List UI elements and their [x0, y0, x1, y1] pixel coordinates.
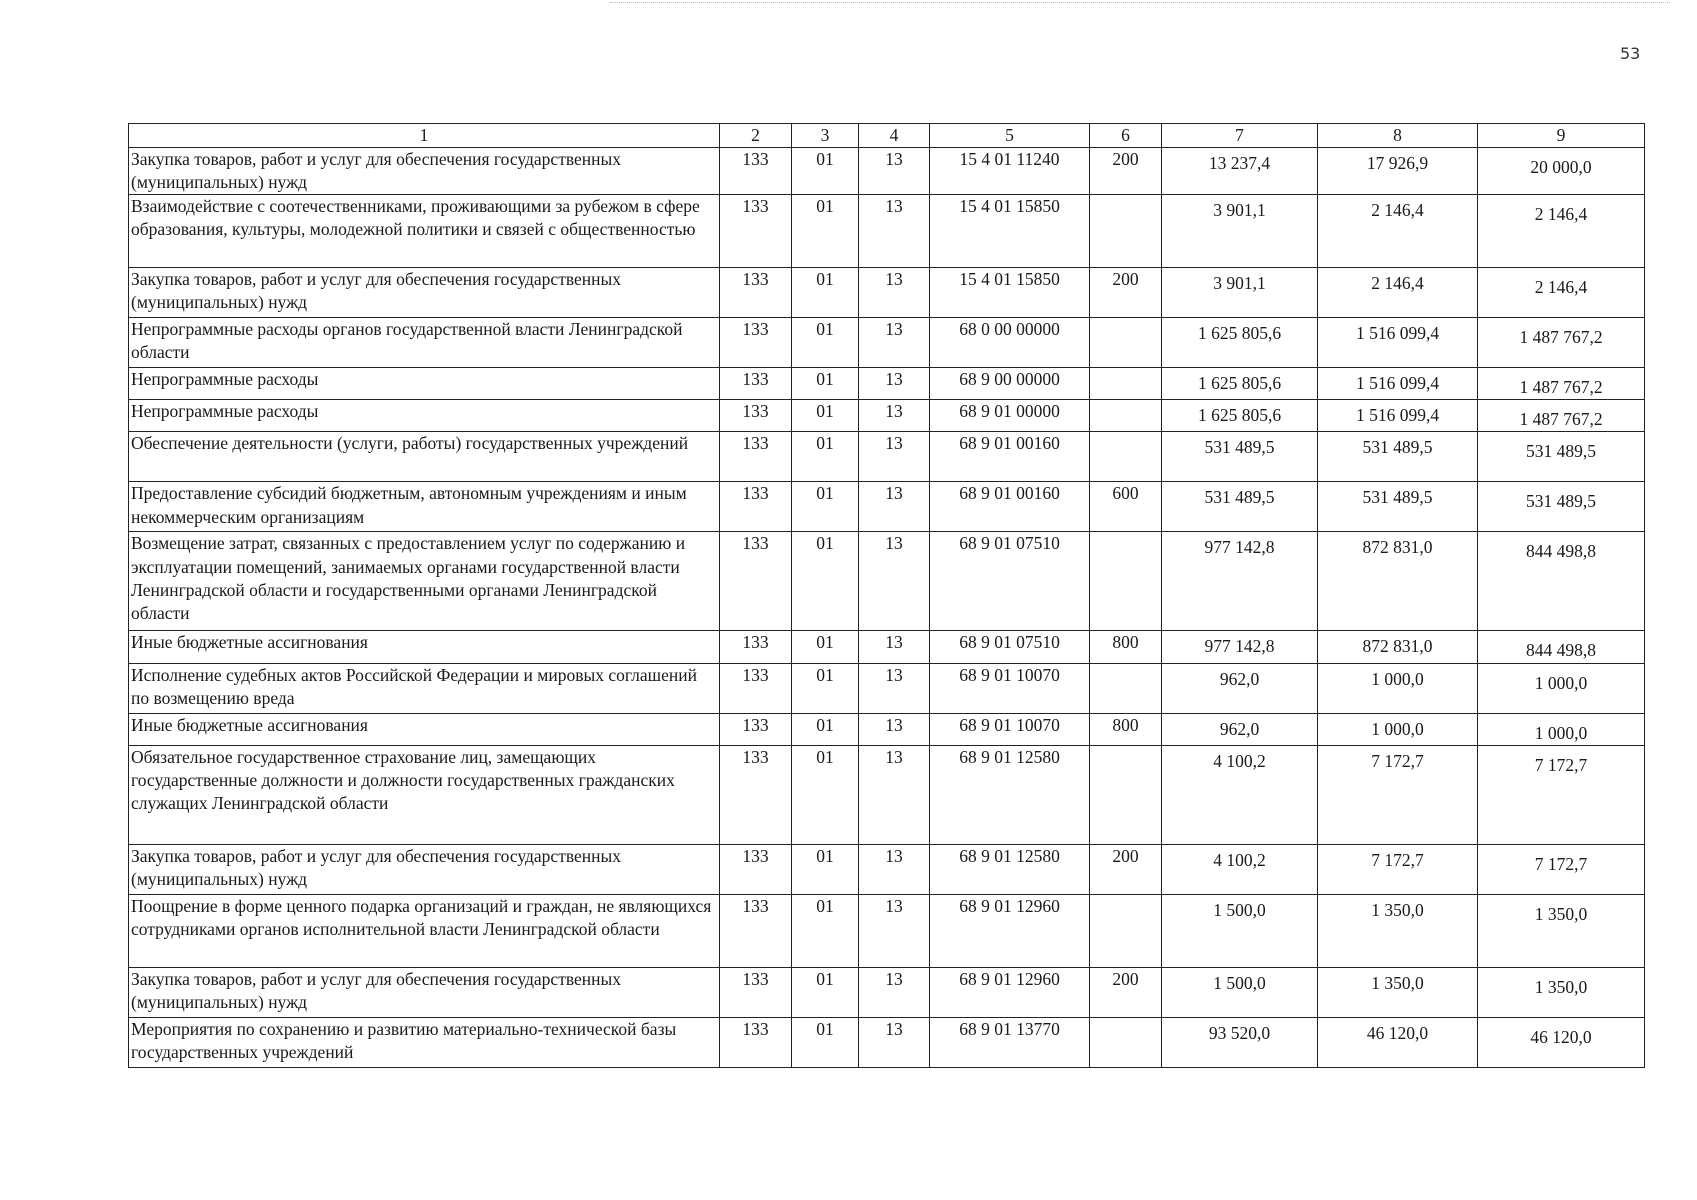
cell-col-4: 13: [859, 894, 930, 967]
cell-col-7: 1 500,0: [1162, 967, 1318, 1017]
cell-col-6: 200: [1090, 148, 1162, 195]
cell-expense-name: Закупка товаров, работ и услуг для обеспечения государственных (муниципальных) нужд: [129, 148, 720, 195]
cell-col-3: 01: [792, 532, 859, 631]
cell-col-5: 68 9 01 12960: [930, 967, 1090, 1017]
table-row: [129, 195, 1645, 268]
cell-expense-name: Взаимодействие с соотечественниками, проживающими за рубежом в сфере образования, культуры, молодежной политики и связей с общественностью: [129, 195, 720, 268]
cell-col-9: 1 000,0: [1478, 713, 1645, 745]
cell-col-5: 68 0 00 00000: [930, 318, 1090, 368]
cell-col-9: 1 487 767,2: [1478, 400, 1645, 432]
cell-col-2: 133: [720, 844, 792, 894]
cell-col-6: 200: [1090, 967, 1162, 1017]
cell-col-7: 1 625 805,6: [1162, 318, 1318, 368]
cell-col-9: 20 000,0: [1478, 148, 1645, 195]
cell-expense-name: Предоставление субсидий бюджетным, автономным учреждениям и иным некоммерческим организациям: [129, 482, 720, 532]
cell-col-3: 01: [792, 482, 859, 532]
cell-col-5: 15 4 01 15850: [930, 268, 1090, 318]
scan-top-edge: [610, 2, 1670, 3]
column-header: 9: [1478, 124, 1645, 148]
cell-col-8: 1 350,0: [1318, 967, 1478, 1017]
table-row: [129, 432, 1645, 482]
cell-col-4: 13: [859, 318, 930, 368]
cell-col-5: 68 9 01 12580: [930, 745, 1090, 844]
cell-col-7: 962,0: [1162, 663, 1318, 713]
cell-col-6: [1090, 894, 1162, 967]
cell-col-2: 133: [720, 1017, 792, 1067]
table-row: [129, 745, 1645, 844]
cell-col-9: 46 120,0: [1478, 1017, 1645, 1067]
cell-col-2: 133: [720, 482, 792, 532]
column-header: 8: [1318, 124, 1478, 148]
cell-col-8: 872 831,0: [1318, 631, 1478, 663]
cell-col-6: [1090, 368, 1162, 400]
cell-col-8: 46 120,0: [1318, 1017, 1478, 1067]
cell-col-5: 68 9 01 13770: [930, 1017, 1090, 1067]
cell-col-4: 13: [859, 368, 930, 400]
cell-col-9: 531 489,5: [1478, 482, 1645, 532]
cell-col-2: 133: [720, 268, 792, 318]
cell-col-2: 133: [720, 400, 792, 432]
cell-col-4: 13: [859, 967, 930, 1017]
cell-expense-name: Мероприятия по сохранению и развитию материально-технической базы государственных учреждений: [129, 1017, 720, 1067]
cell-col-9: 1 487 767,2: [1478, 318, 1645, 368]
cell-col-4: 13: [859, 482, 930, 532]
cell-col-9: 844 498,8: [1478, 532, 1645, 631]
cell-col-3: 01: [792, 368, 859, 400]
cell-expense-name: Иные бюджетные ассигнования: [129, 713, 720, 745]
cell-col-9: 2 146,4: [1478, 268, 1645, 318]
cell-col-9: 1 000,0: [1478, 663, 1645, 713]
cell-col-8: 1 350,0: [1318, 894, 1478, 967]
cell-col-5: 15 4 01 11240: [930, 148, 1090, 195]
cell-col-7: 977 142,8: [1162, 631, 1318, 663]
cell-col-6: 800: [1090, 631, 1162, 663]
cell-col-4: 13: [859, 268, 930, 318]
cell-col-4: 13: [859, 663, 930, 713]
table-row: [129, 894, 1645, 967]
budget-table: [128, 123, 1645, 1068]
cell-col-5: 68 9 00 00000: [930, 368, 1090, 400]
cell-col-4: 13: [859, 195, 930, 268]
cell-col-4: 13: [859, 631, 930, 663]
cell-col-3: 01: [792, 713, 859, 745]
cell-col-4: 13: [859, 713, 930, 745]
column-header: 7: [1162, 124, 1318, 148]
cell-col-4: 13: [859, 1017, 930, 1067]
table-row: [129, 844, 1645, 894]
cell-expense-name: Непрограммные расходы органов государственной власти Ленинградской области: [129, 318, 720, 368]
cell-col-7: 93 520,0: [1162, 1017, 1318, 1067]
cell-col-2: 133: [720, 745, 792, 844]
cell-col-5: 68 9 01 10070: [930, 713, 1090, 745]
cell-col-3: 01: [792, 1017, 859, 1067]
cell-col-2: 133: [720, 148, 792, 195]
table-row: [129, 268, 1645, 318]
cell-col-2: 133: [720, 195, 792, 268]
cell-col-5: 68 9 01 10070: [930, 663, 1090, 713]
cell-col-6: [1090, 745, 1162, 844]
cell-col-4: 13: [859, 432, 930, 482]
cell-col-4: 13: [859, 745, 930, 844]
cell-col-9: 7 172,7: [1478, 844, 1645, 894]
cell-col-7: 1 625 805,6: [1162, 400, 1318, 432]
cell-col-7: 1 500,0: [1162, 894, 1318, 967]
cell-col-2: 133: [720, 432, 792, 482]
cell-col-5: 68 9 01 00160: [930, 432, 1090, 482]
cell-col-5: 68 9 01 07510: [930, 631, 1090, 663]
cell-col-9: 844 498,8: [1478, 631, 1645, 663]
cell-col-3: 01: [792, 432, 859, 482]
cell-col-9: 531 489,5: [1478, 432, 1645, 482]
cell-expense-name: Обязательное государственное страхование лиц, замещающих государственные должности и должности государственных гражданских служащих Ленинградской области: [129, 745, 720, 844]
cell-col-4: 13: [859, 148, 930, 195]
page-number: 53: [1620, 44, 1641, 63]
cell-col-2: 133: [720, 368, 792, 400]
cell-col-8: 1 516 099,4: [1318, 368, 1478, 400]
cell-col-6: [1090, 532, 1162, 631]
table-header-row: [129, 124, 1645, 148]
cell-col-3: 01: [792, 400, 859, 432]
cell-col-5: 68 9 01 12580: [930, 844, 1090, 894]
cell-col-2: 133: [720, 631, 792, 663]
cell-expense-name: Закупка товаров, работ и услуг для обеспечения государственных (муниципальных) нужд: [129, 967, 720, 1017]
cell-col-4: 13: [859, 844, 930, 894]
table-row: [129, 368, 1645, 400]
cell-col-7: 3 901,1: [1162, 268, 1318, 318]
cell-col-3: 01: [792, 967, 859, 1017]
cell-col-9: 7 172,7: [1478, 745, 1645, 844]
table-row: [129, 713, 1645, 745]
table-row: [129, 482, 1645, 532]
cell-col-7: 13 237,4: [1162, 148, 1318, 195]
cell-col-8: 7 172,7: [1318, 745, 1478, 844]
cell-col-2: 133: [720, 663, 792, 713]
table-row: [129, 631, 1645, 663]
cell-col-6: [1090, 663, 1162, 713]
cell-col-3: 01: [792, 268, 859, 318]
table-row: [129, 318, 1645, 368]
cell-col-8: 1 000,0: [1318, 713, 1478, 745]
cell-col-6: [1090, 195, 1162, 268]
cell-col-6: 600: [1090, 482, 1162, 532]
cell-expense-name: Поощрение в форме ценного подарка организаций и граждан, не являющихся сотрудниками органов исполнительной власти Ленинградской области: [129, 894, 720, 967]
cell-col-9: 2 146,4: [1478, 195, 1645, 268]
cell-col-7: 962,0: [1162, 713, 1318, 745]
cell-col-8: 531 489,5: [1318, 482, 1478, 532]
table-row: [129, 1017, 1645, 1067]
cell-col-6: 200: [1090, 268, 1162, 318]
column-header: 4: [859, 124, 930, 148]
cell-col-7: 4 100,2: [1162, 844, 1318, 894]
cell-col-3: 01: [792, 844, 859, 894]
cell-col-7: 3 901,1: [1162, 195, 1318, 268]
cell-col-3: 01: [792, 745, 859, 844]
cell-col-6: [1090, 318, 1162, 368]
cell-expense-name: Обеспечение деятельности (услуги, работы) государственных учреждений: [129, 432, 720, 482]
cell-col-9: 1 487 767,2: [1478, 368, 1645, 400]
cell-col-7: 531 489,5: [1162, 432, 1318, 482]
column-header: 5: [930, 124, 1090, 148]
cell-col-7: 531 489,5: [1162, 482, 1318, 532]
cell-col-5: 68 9 01 00160: [930, 482, 1090, 532]
cell-col-3: 01: [792, 663, 859, 713]
table-row: [129, 400, 1645, 432]
column-header: 1: [129, 124, 720, 148]
cell-col-2: 133: [720, 967, 792, 1017]
cell-col-2: 133: [720, 318, 792, 368]
cell-expense-name: Непрограммные расходы: [129, 400, 720, 432]
cell-col-4: 13: [859, 400, 930, 432]
cell-col-3: 01: [792, 318, 859, 368]
table-row: [129, 148, 1645, 195]
cell-col-8: 872 831,0: [1318, 532, 1478, 631]
cell-col-6: 200: [1090, 844, 1162, 894]
column-header: 2: [720, 124, 792, 148]
cell-col-8: 7 172,7: [1318, 844, 1478, 894]
cell-expense-name: Непрограммные расходы: [129, 368, 720, 400]
cell-col-5: 68 9 01 00000: [930, 400, 1090, 432]
cell-expense-name: Возмещение затрат, связанных с предоставлением услуг по содержанию и эксплуатации помещений, занимаемых органами государственной власти Ленинградской области и государственными органами Ленинградской области: [129, 532, 720, 631]
column-header: 6: [1090, 124, 1162, 148]
cell-col-3: 01: [792, 631, 859, 663]
cell-col-4: 13: [859, 532, 930, 631]
cell-col-3: 01: [792, 894, 859, 967]
cell-col-2: 133: [720, 532, 792, 631]
cell-col-6: [1090, 432, 1162, 482]
cell-col-6: [1090, 1017, 1162, 1067]
cell-col-7: 1 625 805,6: [1162, 368, 1318, 400]
cell-expense-name: Исполнение судебных актов Российской Федерации и мировых соглашений по возмещению вреда: [129, 663, 720, 713]
cell-col-8: 17 926,9: [1318, 148, 1478, 195]
cell-col-3: 01: [792, 148, 859, 195]
cell-col-5: 68 9 01 12960: [930, 894, 1090, 967]
table-row: [129, 532, 1645, 631]
cell-expense-name: Иные бюджетные ассигнования: [129, 631, 720, 663]
column-header: 3: [792, 124, 859, 148]
cell-expense-name: Закупка товаров, работ и услуг для обеспечения государственных (муниципальных) нужд: [129, 844, 720, 894]
cell-col-7: 4 100,2: [1162, 745, 1318, 844]
table-row: [129, 663, 1645, 713]
cell-col-8: 1 000,0: [1318, 663, 1478, 713]
cell-col-8: 1 516 099,4: [1318, 318, 1478, 368]
cell-col-6: 800: [1090, 713, 1162, 745]
cell-col-8: 2 146,4: [1318, 195, 1478, 268]
cell-col-5: 15 4 01 15850: [930, 195, 1090, 268]
cell-expense-name: Закупка товаров, работ и услуг для обеспечения государственных (муниципальных) нужд: [129, 268, 720, 318]
cell-col-2: 133: [720, 713, 792, 745]
cell-col-2: 133: [720, 894, 792, 967]
cell-col-6: [1090, 400, 1162, 432]
cell-col-8: 531 489,5: [1318, 432, 1478, 482]
cell-col-3: 01: [792, 195, 859, 268]
cell-col-5: 68 9 01 07510: [930, 532, 1090, 631]
cell-col-8: 2 146,4: [1318, 268, 1478, 318]
cell-col-9: 1 350,0: [1478, 894, 1645, 967]
cell-col-9: 1 350,0: [1478, 967, 1645, 1017]
table-row: [129, 967, 1645, 1017]
cell-col-7: 977 142,8: [1162, 532, 1318, 631]
cell-col-8: 1 516 099,4: [1318, 400, 1478, 432]
